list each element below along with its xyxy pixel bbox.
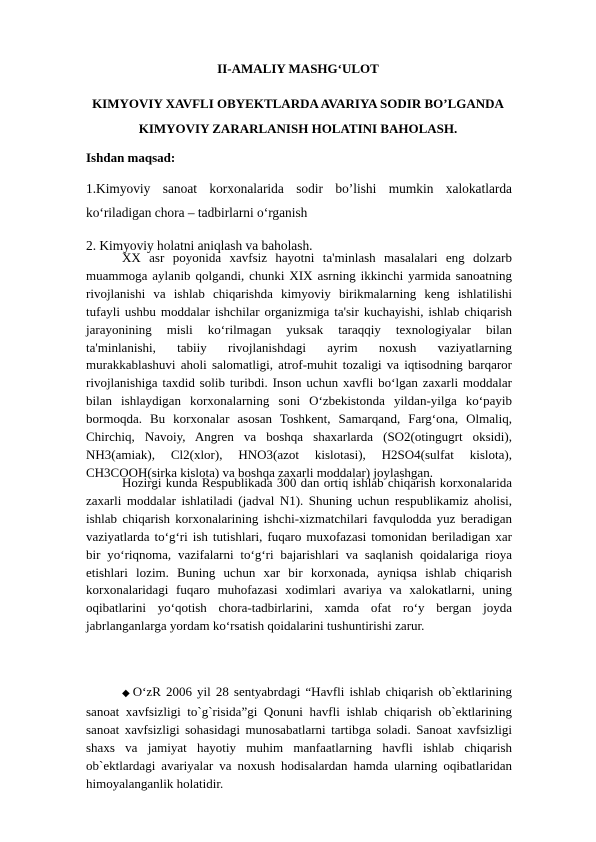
paragraph-3-text: O‘zR 2006 yil 28 sentyabrdagi “Havfli ishlab chiqarish ob`ektlarining sanoat xavfsizligi to`g`risida”gi Qonuni havfli ishlab chiqarish ob`ektlarining sanoat xavfsizligi sohasidagi munosabatlarni tartibga soladi. Sanoat xavfsizligi shaxs va jamiyat hayotiy muhim manfaatlarning havfli ishlab chiqarish ob`ektlardagi avariyalar va noxush hodisalardan hamda ularning oqibatlaridan himoyalanganlik holatidir. [86, 684, 512, 791]
goal-label: Ishdan maqsad: [86, 150, 176, 165]
goal-item-2: 2. Kimyoviy holatni aniqlash va baholash. [86, 238, 313, 253]
practice-title: II-AMALIY MASHG‘ULOT [217, 61, 379, 76]
document-title-line-2: KIMYOVIY ZARARLANISH HOLATINI BAHOLASH. [138, 121, 458, 136]
goal-item-1: 1.Kimyoviy sanoat korxonalarida sodir bo’lishi mumkin xalokatlarda ko‘riladigan chora – tadbirlarni o‘rganish [86, 181, 512, 220]
paragraph-1: XX asr poyonida xavfsiz hayotni ta'minlash masalalari eng dolzarb muammoga aylanib qolgandi, chunki XIX asrning ikkinchi yarmida sanoatning rivojlanishi va ishlab chiqarishda kimyoviy birikmalarning keng ishlatilishi tufayli ushbu moddalar ishchilar organizmiga ta'sir kuchayishi, ishlab chiqarish jarayonining misli ko‘rilmagan yuksak taraqqiy texnologiyalar bilan ta'minlanishi, tabiiy rivojlanishdagi ayrim noxush vaziyatlarning murakkablashuvi aholi salomatligi, atrof-muhit tozaligi va iqtisodning barqaror rivojlanishiga taxdid solib turibdi. Inson uchun xavfli bo‘lgan zaxarli moddalar bilan ishlaydigan korxonalarning soni O‘zbekistonda yildan-yilga ko‘payib bormoqda. Bu korxonalar asosan Toshkent, Samarqand, Farg‘ona, Olmaliq, Chirchiq, Navoiy, Angren va boshqa shaxarlarda (SO2(otingugrt oksidi), NH3(amiak), Cl2(xlor), HNO3(azot kislotasi), H2SO4(sulfat kislota), CH3COOH(sirka kislota) va boshqa zaxarli moddalar) joylashgan. [86, 250, 512, 480]
diamond-bullet-icon: ◆ [122, 688, 130, 699]
paragraph-3 [86, 683, 512, 792]
document-title-line-1: KIMYOVIY XAVFLI OBYEKTLARDA AVARIYA SODIR BO’LGANDA [92, 96, 504, 111]
paragraph-2: Hozirgi kunda Respublikada 300 dan ortiq ishlab chiqarish korxonalarida zaxarli moddalar ishlatiladi (jadval N1). Shuning uchun respublikamiz aholisi, ishlab chiqarish korxonalarining ishchi-xizmatchilari favqulodda yuz beradigan vaziyatlarda to‘g‘ri ish tutishlari, fuqaro muxofazasi tomonidan beriladigan xar bir yo‘riqnoma, vazifalarni to‘g‘ri bajarishlari va saqlanish qoidalariga rioya etishlari lozim. Buning uchun xar bir korxonada, ayniqsa ishlab chiqarish korxonalaridagi fuqaro muhofazasi xodimlari avariya va xalokatlarni, uning oqibatlarini yo‘qotish chora-tadbirlarini, xamda ofat ro‘y bergan joyda jabrlanganlarga yordam ko‘rsatish qoidalarini tushuntirishi zarur. [86, 475, 512, 634]
